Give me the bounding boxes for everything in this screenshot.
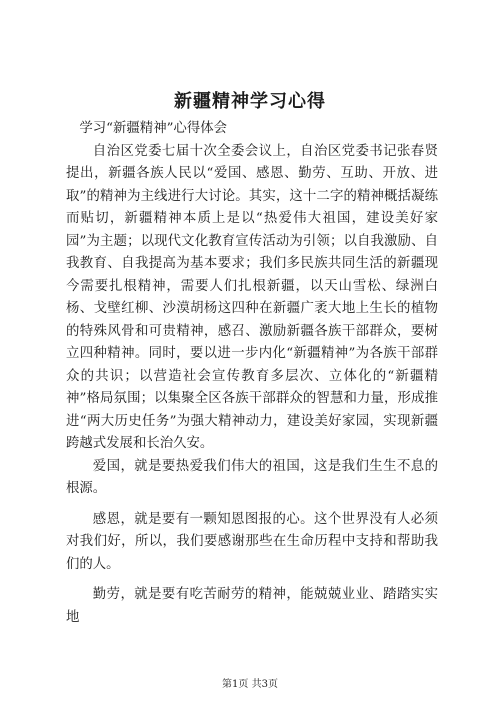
paragraph-gratitude: 感恩，就是要有一颗知恩图报的心。这个世界没有人必须对我们好，所以，我们要感谢那些在生命历程中支持和帮助我们的人。 xyxy=(66,511,438,572)
document-title: 新疆精神学习心得 xyxy=(174,91,326,112)
document-body xyxy=(66,118,438,629)
page-number: 第1页 共3页 xyxy=(222,679,278,690)
paragraph-intro: 自治区党委七届十次全委会议上，自治区党委书记张春贤提出，新疆各族人民以“爱国、感恩、勤劳、互助、开放、进取”的精神为主线进行大讨论。其实，这十二字的精神概括凝练而贴切，新疆精神本质上是以“热爱伟大祖国，建设美好家园”为主题；以现代文化教育宣传活动为引领；以自我激励、自我教育、自我提高为基本要求；我们多民族共同生活的新疆现今需要扎根精神，需要人们扎根新疆，以天山雪松、绿洲白杨、戈壁红柳、沙漠胡杨这四种在新疆广袤大地上生长的植物的特殊风骨和可贵精神，感召、激励新疆各族干部群众，要树立四种精神。同时，要以进一步内化“新疆精神”为各族干部群众的共识；以营造社会宣传教育多层次、立体化的“新疆精神”格局氛围；以集聚全区各族干部群众的智慧和力量，形成推进“两大历史任务”为强大精神动力，建设美好家园，实现新疆跨越式发展和长治久安。 xyxy=(66,143,438,451)
paragraph-diligence: 勤劳，就是要有吃苦耐劳的精神，能兢兢业业、踏踏实实地 xyxy=(66,587,438,625)
document-subtitle: 学习“新疆精神”心得体会 xyxy=(79,121,227,136)
paragraph-patriotism: 爱国，就是要热爱我们伟大的祖国，这是我们生生不息的根源。 xyxy=(66,458,438,496)
